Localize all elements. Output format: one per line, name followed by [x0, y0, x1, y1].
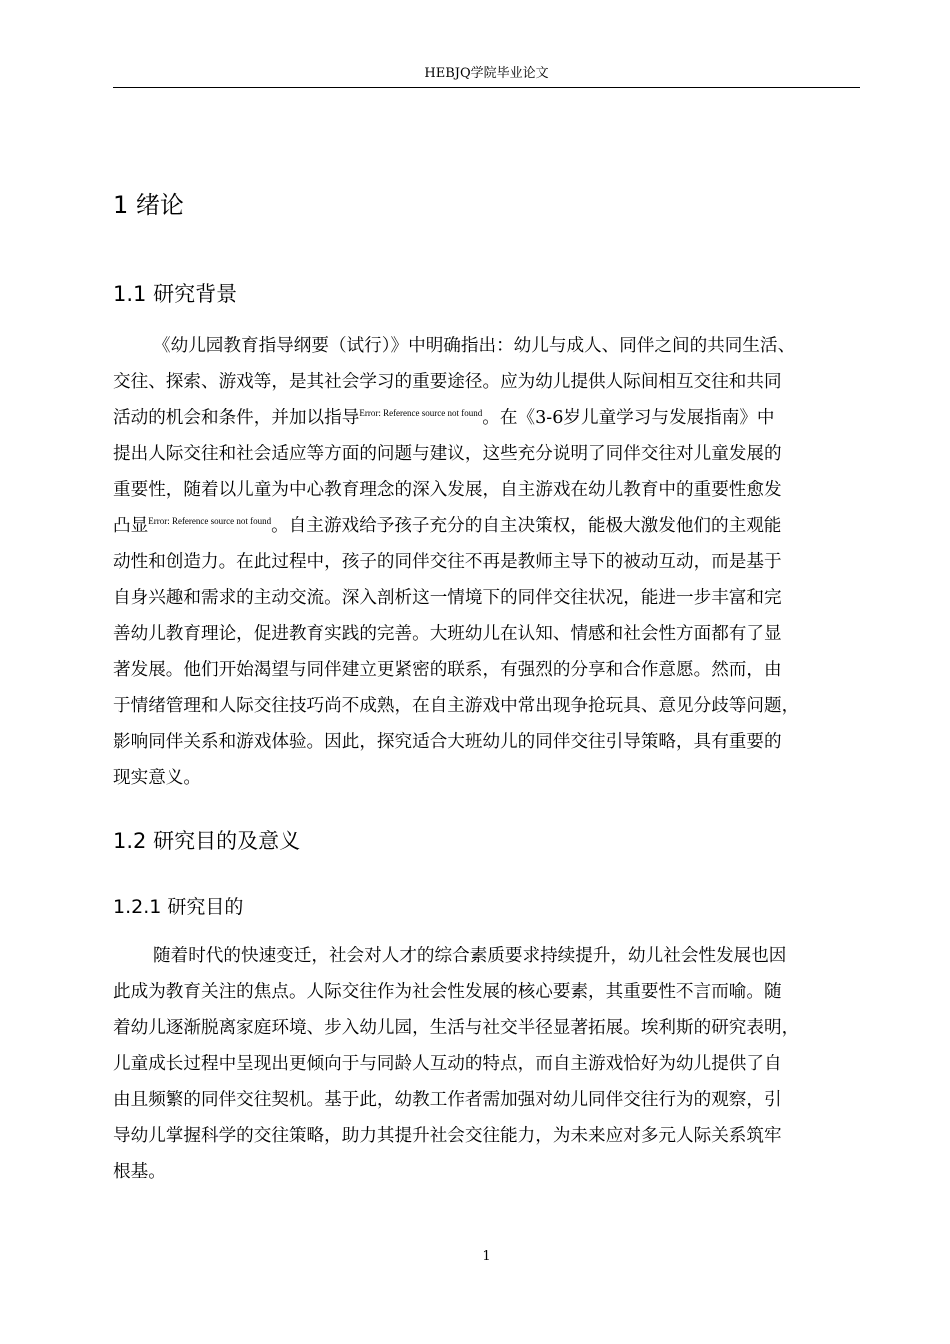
paragraph-line: 根基。: [113, 1162, 166, 1182]
header-divider: [113, 87, 860, 88]
paragraph-line: 提出人际交往和社会适应等方面的问题与建议，这些充分说明了同伴交往对儿童发展的: [113, 444, 782, 464]
citation-error: Error: Reference source not found: [148, 516, 272, 526]
text-segment: 。在《3-6岁儿童学习与发展指南》中: [482, 408, 775, 428]
paragraph-line: [113, 400, 873, 436]
paragraph-line: 着幼儿逐渐脱离家庭环境、步入幼儿园，生活与社交半径显著拓展。埃利斯的研究表明，: [113, 1018, 800, 1038]
paragraph-line: 导幼儿掌握科学的交往策略，助力其提升社会交往能力，为未来应对多元人际关系筑牢: [113, 1126, 782, 1146]
text-segment: 。自主游戏给予孩子充分的自主决策权，能极大激发他们的主观能: [271, 516, 782, 536]
paragraph-line: 动性和创造力。在此过程中，孩子的同伴交往不再是教师主导下的被动互动，而是基于: [113, 552, 782, 572]
paragraph-line: 现实意义。: [113, 768, 201, 788]
text-segment: 活动的机会和条件，并加以指导: [113, 408, 360, 428]
paragraph-line: [113, 508, 873, 544]
paragraph-line: 儿童成长过程中呈现出更倾向于与同龄人互动的特点，而自主游戏恰好为幼儿提供了自: [113, 1054, 782, 1074]
paragraph-purpose: [113, 938, 873, 1190]
paragraph-line: 重要性，随着以儿童为中心教育理念的深入发展，自主游戏在幼儿教育中的重要性愈发: [113, 480, 782, 500]
chapter-heading: 1 绪论: [113, 191, 184, 219]
page-number: 1: [482, 1249, 491, 1264]
paragraph-line: 影响同伴关系和游戏体验。因此，探究适合大班幼儿的同伴交往引导策略，具有重要的: [113, 732, 782, 752]
paragraph-line: 交往、探索、游戏等，是其社会学习的重要途径。应为幼儿提供人际间相互交往和共同: [113, 372, 782, 392]
section-heading-1-2: 1.2 研究目的及意义: [113, 829, 301, 853]
section-heading-1-1: 1.1 研究背景: [113, 282, 238, 306]
paragraph-line: 著发展。他们开始渴望与同伴建立更紧密的联系，有强烈的分享和合作意愿。然而，由: [113, 660, 782, 680]
section-heading-1-2-1: 1.2.1 研究目的: [113, 896, 244, 918]
paragraph-background: [113, 328, 873, 796]
paragraph-line: 于情绪管理和人际交往技巧尚不成熟，在自主游戏中常出现争抢玩具、意见分歧等问题，: [113, 696, 800, 716]
paragraph-line: 《幼儿园教育指导纲要（试行）》中明确指出：幼儿与成人、同伴之间的共同生活、: [153, 336, 796, 356]
paragraph-line: 由且频繁的同伴交往契机。基于此，幼教工作者需加强对幼儿同伴交往行为的观察，引: [113, 1090, 782, 1110]
page-header: HEBJQ学院毕业论文: [424, 66, 549, 81]
paragraph-line: 自身兴趣和需求的主动交流。深入剖析这一情境下的同伴交往状况，能进一步丰富和完: [113, 588, 782, 608]
citation-error: Error: Reference source not found: [359, 408, 483, 418]
paragraph-line: 善幼儿教育理论，促进教育实践的完善。大班幼儿在认知、情感和社会性方面都有了显: [113, 624, 782, 644]
paragraph-line: 此成为教育关注的焦点。人际交往作为社会性发展的核心要素，其重要性不言而喻。随: [113, 982, 782, 1002]
paragraph-line: 随着时代的快速变迁，社会对人才的综合素质要求持续提升，幼儿社会性发展也因: [153, 946, 787, 966]
text-segment: 凸显: [113, 516, 149, 536]
